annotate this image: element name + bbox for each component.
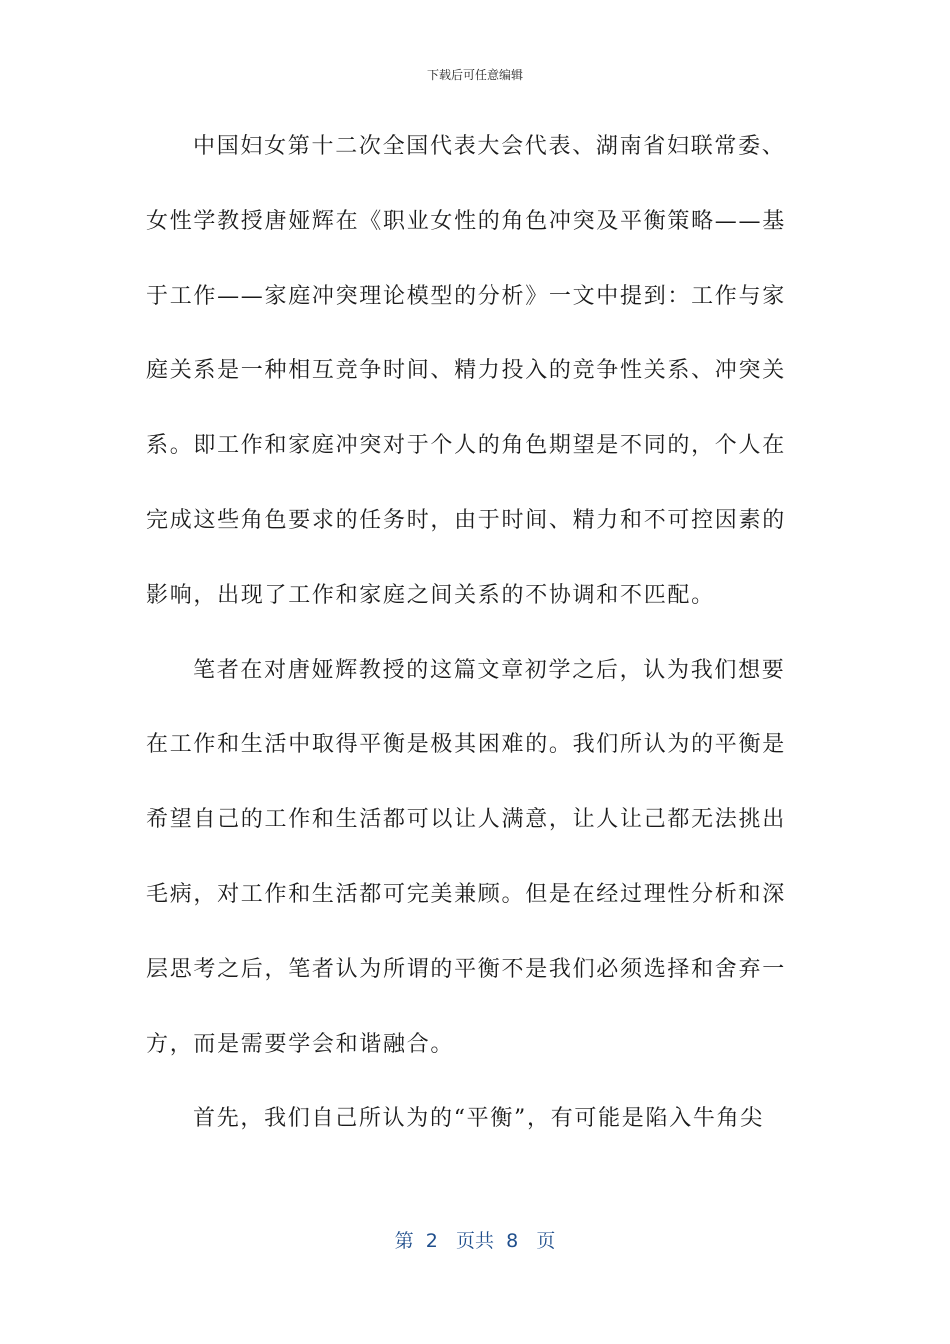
paragraph-1-line-5: 系。即工作和家庭冲突对于个人的角色期望是不同的，个人在 <box>146 433 786 459</box>
paragraph-2-line-6: 方，而是需要学会和谐融合。 <box>146 1031 455 1057</box>
footer-suffix: 页 <box>536 1230 556 1252</box>
paragraph-2-line-1: 笔者在对唐娅辉教授的这篇文章初学之后，认为我们想要 <box>193 657 786 683</box>
paragraph-2-line-2: 在工作和生活中取得平衡是极其困难的。我们所认为的平衡是 <box>146 732 786 758</box>
footer-total-pages: 8 <box>506 1230 519 1252</box>
document-body <box>146 124 794 1171</box>
footer-middle: 页共 <box>455 1230 494 1252</box>
paragraph-1-line-7: 影响，出现了工作和家庭之间关系的不协调和不匹配。 <box>146 582 715 608</box>
paragraph-1-line-4: 庭关系是一种相互竞争时间、精力投入的竞争性关系、冲突关 <box>146 358 786 384</box>
paragraph-2-line-4: 毛病，对工作和生活都可完美兼顾。但是在经过理性分析和深 <box>146 881 786 907</box>
paragraph-1-line-6: 完成这些角色要求的任务时，由于时间、精力和不可控因素的 <box>146 507 786 533</box>
paragraph-1-line-3: 于工作——家庭冲突理论模型的分析》一文中提到：工作与家 <box>146 283 786 309</box>
paragraph-3-line-1: 首先，我们自己所认为的“平衡”，有可能是陷入牛角尖 <box>193 1106 764 1132</box>
paragraph-2-line-5: 层思考之后，笔者认为所谓的平衡不是我们必须选择和舍弃一 <box>146 956 786 982</box>
paragraph-1-line-2: 女性学教授唐娅辉在《职业女性的角色冲突及平衡策略——基 <box>146 208 786 234</box>
page-footer <box>0 1226 950 1253</box>
paragraph-1-line-1: 中国妇女第十二次全国代表大会代表、湖南省妇联常委、 <box>193 134 786 159</box>
page-header: 下载后可任意编辑 <box>426 68 523 82</box>
paragraph-2-line-3: 希望自己的工作和生活都可以让人满意，让人让己都无法挑出 <box>146 807 786 833</box>
footer-prefix: 第 <box>394 1230 414 1252</box>
footer-current-page: 2 <box>425 1230 438 1252</box>
